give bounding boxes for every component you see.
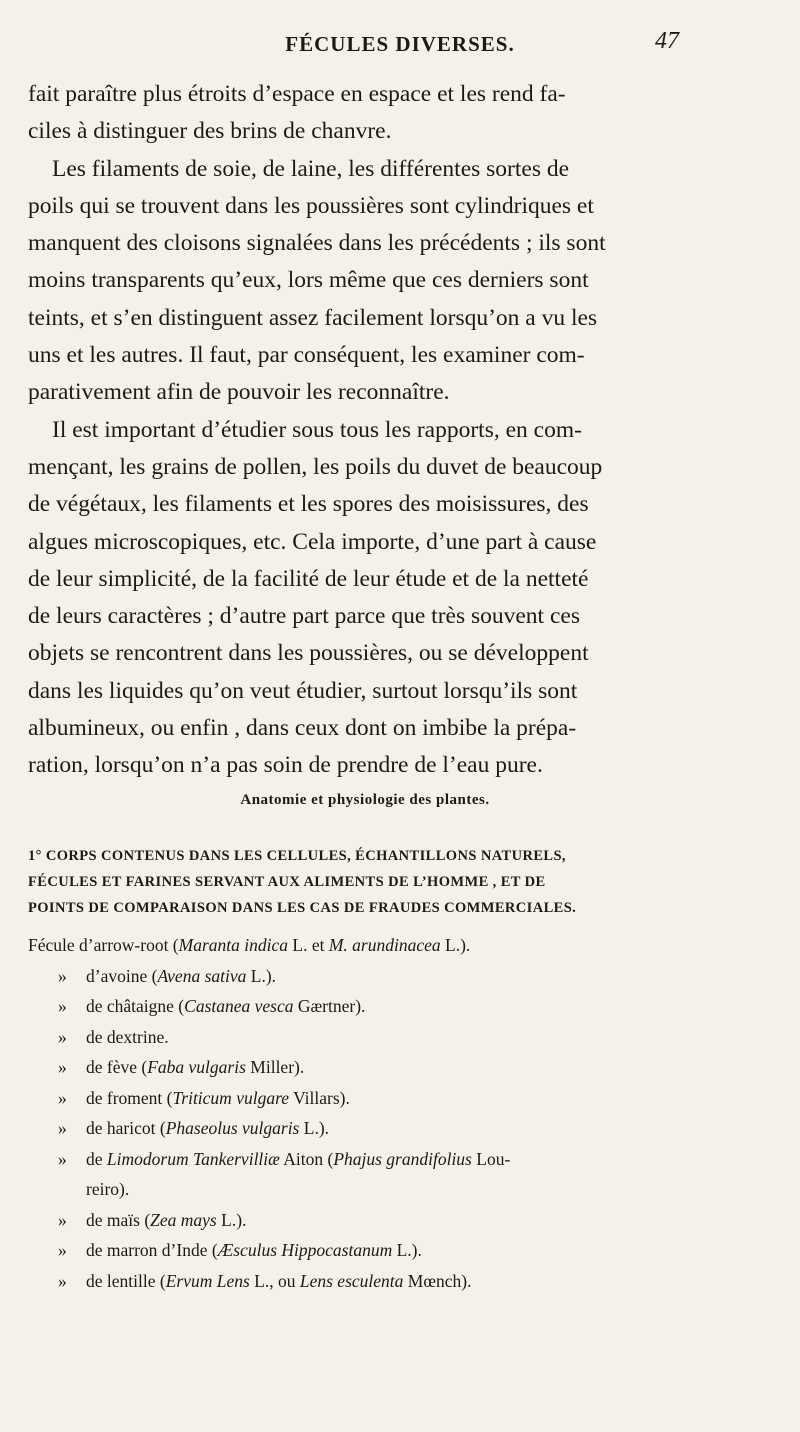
ditto-mark: » — [58, 996, 67, 1016]
text-line: mençant, les grains de pollen, les poils du duvet de beaucoup — [28, 453, 603, 480]
list-item — [28, 991, 718, 1022]
text-line: Les filaments de soie, de laine, les différentes sortes de — [52, 155, 570, 182]
item-lead: de haricot ( — [86, 1118, 166, 1138]
ditto-mark: » — [58, 1209, 67, 1230]
page-header — [0, 28, 800, 58]
text-line: dans les liquides qu’on veut étudier, surtout lorsqu’ils sont — [28, 677, 578, 704]
item-lead: de froment ( — [86, 1087, 173, 1108]
item-latin-2: Lens esculenta — [299, 1270, 404, 1291]
text-line: objets se rencontrent dans les poussières, ou se développent — [28, 640, 589, 667]
item-tail: Villars). — [289, 1087, 350, 1108]
page-number: 47 — [655, 28, 679, 54]
item-latin: Maranta indica — [178, 935, 289, 955]
item-tail: L.). — [440, 935, 471, 955]
item-latin: Ervum Lens — [165, 1270, 250, 1291]
item-latin: Triticum vulgare — [172, 1087, 290, 1108]
text-line: teints, et s’en distinguent assez facilement lorsqu’on a vu les — [28, 304, 598, 331]
item-tail: L.). — [299, 1118, 330, 1138]
section-title: Anatomie et physiologie des plantes. — [240, 792, 490, 808]
item-tail: Mœnch). — [403, 1270, 472, 1291]
paragraph-3 — [28, 412, 708, 785]
list-item — [28, 1144, 718, 1205]
running-title: FÉCULES DIVERSES. — [285, 32, 515, 56]
item-lead: de dextrine. — [86, 1026, 169, 1047]
item-tail: L.). — [392, 1240, 422, 1260]
text-line: albumineux, ou enfin , dans ceux dont on imbibe la prépa- — [28, 715, 577, 742]
item-latin-2: M. arundinacea — [328, 935, 441, 955]
item-tail: Lou- — [471, 1148, 511, 1169]
ditto-mark: » — [58, 1026, 67, 1047]
text-line: fait paraître plus étroits d’espace en espace et les rend fa- — [28, 81, 566, 107]
ditto-mark: » — [58, 1087, 67, 1108]
item-lead: Fécule d’arrow-root ( — [28, 935, 179, 955]
paragraph-1 — [28, 76, 708, 151]
text-line: de leurs caractères ; d’autre part parce que très souvent ces — [28, 603, 580, 630]
item-latin: Castanea vesca — [184, 996, 294, 1016]
paragraph-2 — [28, 151, 708, 412]
list-item — [28, 961, 718, 992]
item-latin: Æsculus Hippocastanum — [217, 1240, 393, 1260]
list-item — [28, 1113, 718, 1144]
subtitle-line: FÉCULES ET FARINES SERVANT AUX ALIMENTS DE L’HOMME , ET DE — [28, 874, 546, 890]
text-line: Il est important d’étudier sous tous les rapports, en com- — [52, 416, 582, 443]
item-lead: de marron d’Inde ( — [86, 1240, 218, 1260]
item-latin: Zea mays — [150, 1209, 217, 1230]
ditto-mark: » — [58, 1240, 67, 1260]
item-lead: de châtaigne ( — [86, 996, 185, 1016]
text-line: parativement afin de pouvoir les reconnaître. — [28, 379, 450, 406]
item-mid: Aiton ( — [279, 1148, 334, 1169]
item-mid: L., ou — [249, 1270, 300, 1291]
ditto-mark: » — [58, 965, 67, 986]
section-subtitle — [28, 843, 708, 921]
item-latin: Avena sativa — [157, 965, 247, 986]
item-latin-2: Phajus grandifolius — [333, 1148, 472, 1169]
ditto-mark: » — [58, 1148, 67, 1169]
text-line: moins transparents qu’eux, lors même que ces derniers sont — [28, 267, 589, 294]
ditto-mark: » — [58, 1118, 67, 1138]
item-tail: L.). — [216, 1209, 247, 1230]
list-item — [28, 1205, 718, 1236]
ditto-mark: » — [58, 1270, 67, 1291]
ditto-mark: » — [58, 1057, 67, 1077]
item-tail: L.). — [246, 965, 277, 986]
item-continuation: reiro). — [86, 1179, 130, 1199]
item-tail: Miller). — [245, 1057, 305, 1077]
list-item — [28, 1266, 718, 1297]
list-item — [28, 1022, 718, 1053]
item-lead: d’avoine ( — [86, 965, 158, 986]
item-latin: Phaseolus vulgaris — [165, 1118, 300, 1138]
text-line: de végétaux, les filaments et les spores des moisissures, des — [28, 491, 589, 518]
item-lead: de — [86, 1148, 107, 1169]
item-tail: Gærtner). — [293, 996, 366, 1016]
text-line: ciles à distinguer des brins de chanvre. — [28, 118, 392, 145]
list-item — [28, 930, 718, 961]
list-item — [28, 1235, 718, 1266]
text-line: poils qui se trouvent dans les poussières sont cylindriques et — [28, 192, 594, 219]
item-mid: L. et — [288, 935, 329, 955]
text-line: manquent des cloisons signalées dans les précédents ; ils sont — [28, 230, 606, 257]
item-lead: de maïs ( — [86, 1209, 151, 1230]
subtitle-line: 1° CORPS CONTENUS DANS LES CELLULES, ÉCHANTILLONS NATURELS, — [28, 848, 566, 864]
body-text — [28, 76, 708, 785]
text-line: de leur simplicité, de la facilité de leur étude et de la netteté — [28, 565, 589, 592]
subtitle-line: POINTS DE COMPARAISON DANS LES CAS DE FRAUDES COMMERCIALES. — [28, 900, 577, 916]
text-line: algues microscopiques, etc. Cela importe, d’une part à cause — [28, 528, 597, 555]
item-lead: de fève ( — [86, 1057, 148, 1077]
text-line: uns et les autres. Il faut, par conséquent, les examiner com- — [28, 342, 585, 369]
list-item — [28, 1052, 718, 1083]
item-lead: de lentille ( — [86, 1270, 166, 1291]
text-line: ration, lorsqu’on n’a pas soin de prendre de l’eau pure. — [28, 752, 543, 779]
item-latin: Limodorum Tankervilliæ — [106, 1148, 280, 1169]
list-item — [28, 1083, 718, 1114]
item-latin: Faba vulgaris — [147, 1057, 246, 1077]
specimen-list — [28, 930, 718, 1296]
